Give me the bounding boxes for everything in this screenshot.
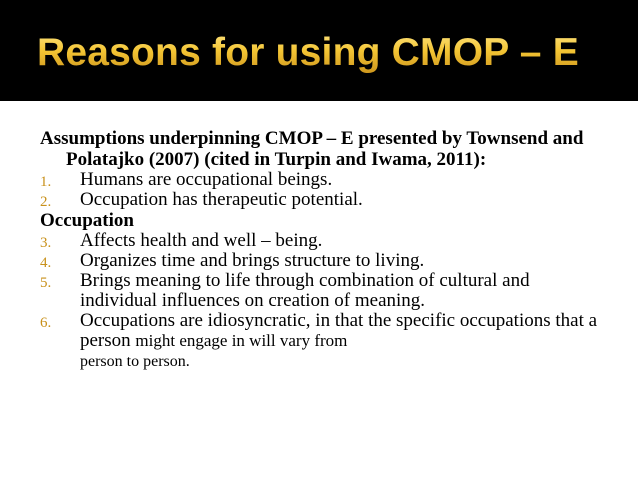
list-item	[40, 311, 600, 373]
list-item-text-tail: might engage in will vary from	[135, 331, 348, 350]
assumption-list-a	[40, 170, 600, 210]
list-item-text: Occupations are idiosyncratic, in that the specific occupations that a person	[80, 310, 598, 351]
list-number: 5.	[40, 275, 52, 291]
list-number: 1.	[40, 174, 52, 190]
slide-title: Reasons for using CMOP – E	[37, 31, 579, 74]
list-item	[40, 231, 600, 251]
list-item	[40, 251, 600, 271]
list-item-text: Organizes time and brings structure to living.	[80, 250, 425, 271]
list-item-text: Affects health and well – being.	[80, 230, 323, 251]
list-item	[40, 190, 600, 210]
list-item-text: Occupation has therapeutic potential.	[80, 189, 363, 210]
list-number: 3.	[40, 235, 52, 251]
list-number: 4.	[40, 255, 52, 271]
intro-paragraph: Assumptions underpinning CMOP – E presented by Townsend and Polatajko (2007) (cited in Turpin and Iwama, 2011):	[40, 128, 584, 170]
list-item-text: Brings meaning to life through combination of cultural and individual influences on creation of meaning.	[80, 270, 530, 311]
list-number: 2.	[40, 194, 52, 210]
list-item-text-last: person to person.	[80, 353, 190, 370]
list-item	[40, 271, 600, 311]
slide-content	[40, 128, 600, 373]
assumption-list-b	[40, 231, 600, 373]
list-item-text: Humans are occupational beings.	[80, 169, 333, 190]
title-band	[0, 0, 638, 101]
list-item	[40, 170, 600, 190]
list-number: 6.	[40, 315, 52, 331]
occupation-heading: Occupation	[40, 210, 134, 231]
